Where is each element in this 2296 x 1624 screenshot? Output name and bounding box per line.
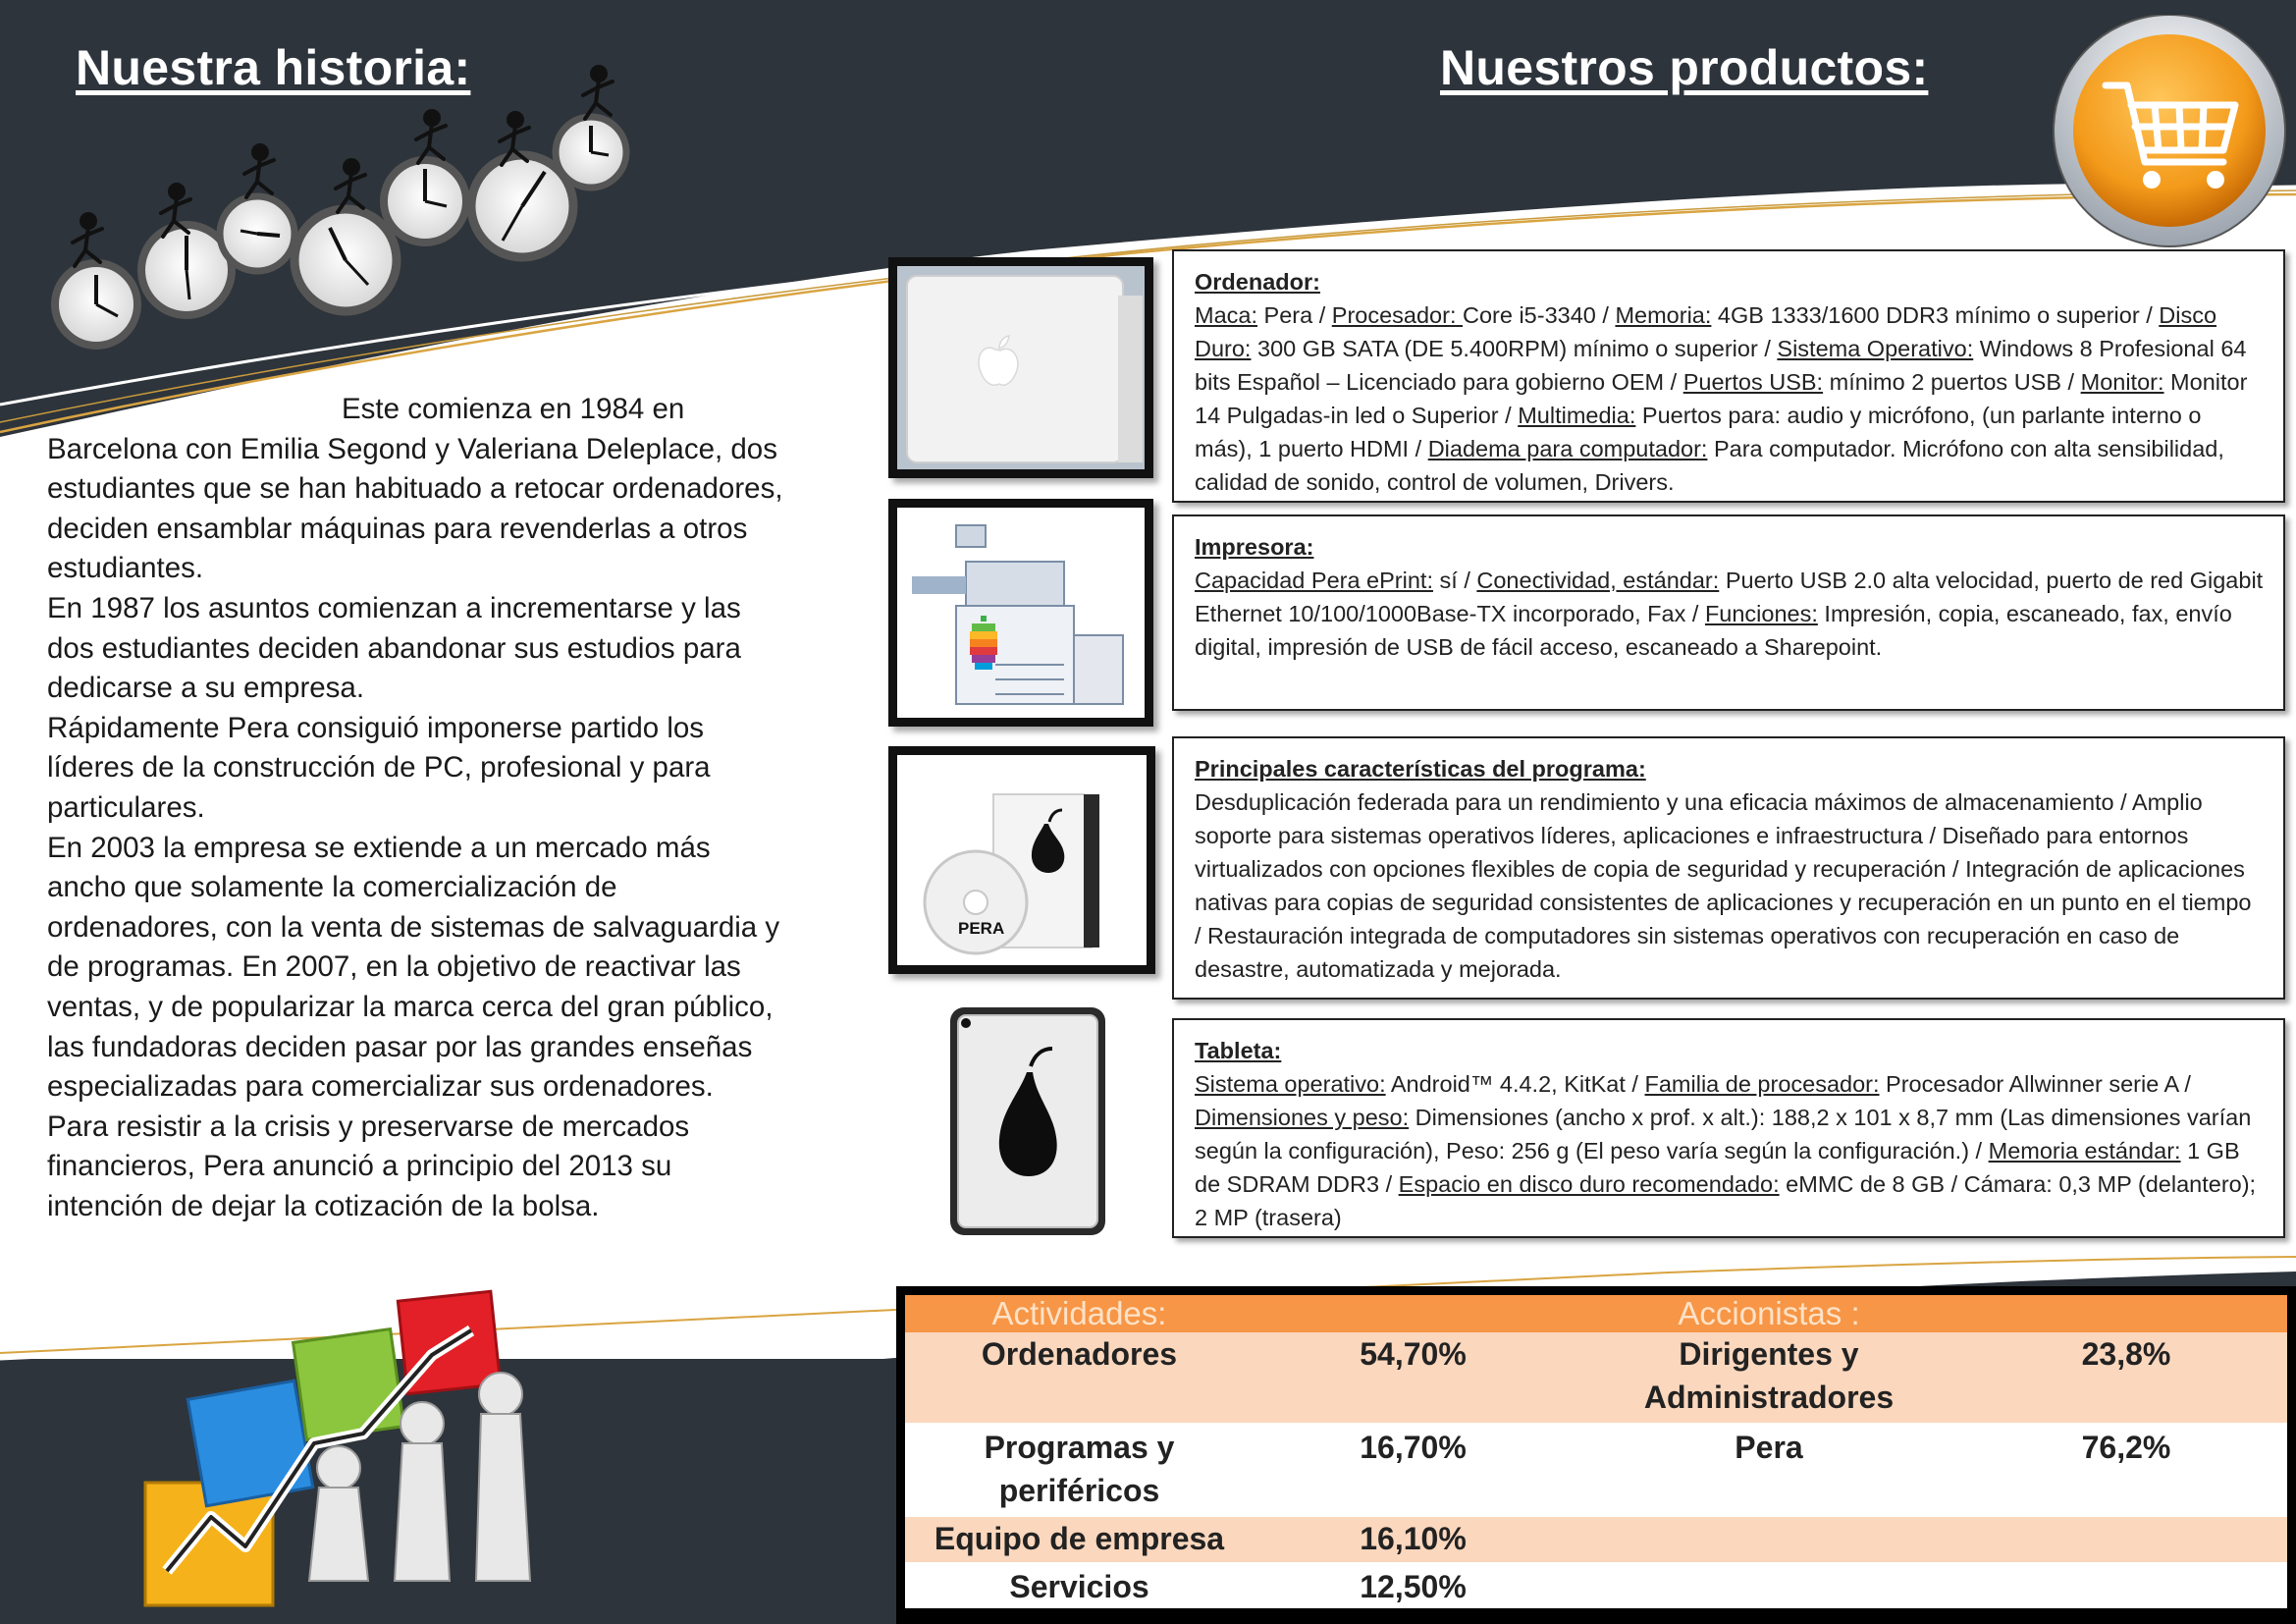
table-row — [905, 1515, 2287, 1563]
history-heading: Nuestra historia: — [76, 40, 471, 95]
product-specs — [1195, 564, 2264, 664]
software-box-image — [897, 755, 1147, 965]
spec-value: Procesador Allwinner serie A / — [1879, 1071, 2191, 1097]
spec-key: Dimensiones y peso: — [1195, 1105, 1410, 1130]
product-box-ordenador — [1172, 249, 2285, 503]
activity-pct-cell: 16,70% — [1254, 1424, 1573, 1515]
table-row — [905, 1424, 2287, 1515]
history-paragraph: Este comienza en 1984 en Barcelona con Emilia Segond y Valeriana Deleplace, dos estudiantes que se han habituado a retocar ordenadores, deciden ensamblar máquinas para revenderlas a otros estudiantes. — [47, 393, 783, 585]
laptop-image — [897, 266, 1145, 469]
activity-pct-cell: 16,10% — [1254, 1515, 1573, 1563]
product-specs: Desduplicación federada para un rendimiento y una eficacia máximos de almacenamiento / Amplio soporte para sistemas operativos líderes, aplicaciones e infraestructura / Diseñado para entornos virtualizados con opciones flexibles de copia de seguridad y recuperación / Integración de aplicaciones nativas para copias de seguridad consistentes de aplicaciones y recuperación en un punto en el tiempo / Restauración integrada de computadores sin sistemas operativos con recuperación en caso de desastre, automatizada y mejorada. — [1195, 789, 2252, 982]
activity-cell: Programas y periféricos — [905, 1424, 1254, 1515]
spec-value: 4GB 1333/1600 DDR3 mínimo o superior / — [1711, 302, 2160, 328]
spec-key: Sistema Operativo: — [1777, 336, 1974, 361]
activity-cell: Servicios — [905, 1563, 1254, 1608]
spec-key: Familia de procesador: — [1644, 1071, 1880, 1097]
spec-key: Espacio en disco duro recomendado: — [1398, 1171, 1780, 1197]
table-row — [905, 1563, 2287, 1608]
spec-value: Pera / — [1257, 302, 1332, 328]
share-cell — [1965, 1515, 2287, 1563]
spec-value: Puertos para: audio y micrófono, (un parlante interno o más), 1 puerto HDMI / — [1195, 403, 2202, 461]
table-row — [905, 1332, 2287, 1424]
clock-icon — [55, 263, 137, 346]
spec-value: mínimo 2 puertos USB / — [1823, 369, 2081, 395]
product-box-programa — [1172, 736, 2285, 1000]
spec-key: Multimedia: — [1518, 403, 1636, 428]
product-box-tableta — [1172, 1018, 2285, 1238]
shopping-cart-icon — [2047, 15, 2292, 250]
teamwork-cubes-illustration — [137, 1286, 589, 1610]
history-paragraph: En 2003 la empresa se extiende a un mercado más ancho que solamente la comercialización de ordenadores, con la venta de sistemas de salvaguardia y de programas. En 2007, en la objetivo de reactivar las ventas, y de popularizar la marca cerca del gran público, las fundadoras deciden pasar por las grandes enseñas especializadas para comercializar sus ordenadores. — [47, 831, 780, 1104]
history-paragraph: Para resistir a la crisis y preservarse de mercados financieros, Pera anunció a principio del 2013 su intención de dejar la cotización de la bolsa. — [47, 1110, 690, 1222]
product-title: Tableta: — [1195, 1038, 1282, 1063]
holder-cell — [1573, 1563, 1965, 1608]
spec-value: Puerto USB 2.0 alta velocidad, puerto de red Gigabit Ethernet 10/100/1000Base-TX incorporado, Fax / — [1195, 568, 2264, 626]
spec-key: Funciones: — [1704, 601, 1818, 626]
spec-value: Monitor 14 Pulgadas-in led o Superior / — [1195, 369, 2248, 428]
spec-value: Core i5-3340 / — [1463, 302, 1616, 328]
clock-icon — [220, 196, 294, 271]
activity-cell: Ordenadores — [905, 1332, 1254, 1424]
clock-icon — [556, 117, 626, 188]
product-box-impresora — [1172, 514, 2285, 711]
history-paragraph: Rápidamente Pera consiguió imponerse partido los líderes de la construcción de PC, profesional y para particulares. — [47, 711, 711, 824]
spec-key: Capacidad Pera ePrint: — [1195, 568, 1433, 593]
products-heading: Nuestros productos: — [1440, 40, 1929, 95]
spec-key: Sistema operativo: — [1195, 1071, 1386, 1097]
spec-key: Memoria estándar: — [1988, 1138, 2181, 1164]
product-specs — [1195, 298, 2264, 499]
spec-key: Memoria: — [1615, 302, 1712, 328]
share-cell: 76,2% — [1965, 1424, 2287, 1515]
printer-image — [897, 508, 1145, 718]
spec-key: Conectividad, estándar: — [1476, 568, 1720, 593]
spec-value: Impresión, copia, escaneado, fax, envío digital, impresión de USB de fácil acceso, escaneado a Sharepoint. — [1195, 601, 2232, 660]
spec-key: Puertos USB: — [1682, 369, 1824, 395]
laptop-photo-frame — [888, 257, 1153, 478]
spec-value: Para computador. Micrófono con alta sensibilidad, calidad de sonido, control de volumen, Drivers. — [1195, 436, 2224, 495]
table-header-row — [905, 1295, 2287, 1332]
share-cell — [1965, 1563, 2287, 1608]
spec-value: eMMC de 8 GB / Cámara: 0,3 MP (delantero); 2 MP (trasera) — [1195, 1171, 2257, 1230]
printer-photo-frame — [888, 499, 1153, 727]
spec-value: Android™ 4.4.2, KitKat / — [1385, 1071, 1645, 1097]
holder-cell: Pera — [1573, 1424, 1965, 1515]
product-title: Impresora: — [1195, 534, 1314, 560]
spec-value: 1 GB de SDRAM DDR3 / — [1195, 1138, 2240, 1197]
spec-key: Diadema para computador: — [1427, 436, 1708, 461]
spec-value: sí / — [1432, 568, 1477, 593]
spec-value: Dimensiones (ancho x prof. x alt.): 188,2 x 101 x 8,7 mm (Las dimensiones varían según la configuración), Peso: 256 g (El peso varía según la configuración.) / — [1195, 1105, 2252, 1164]
history-text — [47, 390, 783, 1226]
spec-key: Maca: — [1195, 302, 1257, 328]
activities-header: Actividades: — [905, 1295, 1254, 1332]
activities-shareholders-table — [896, 1286, 2296, 1624]
spec-key: Disco Duro: — [1195, 302, 2217, 361]
share-cell: 23,8% — [1965, 1332, 2287, 1424]
activity-pct-cell: 12,50% — [1254, 1563, 1573, 1608]
spec-value: Windows 8 Profesional 64 bits Español – Licenciado para gobierno OEM / — [1195, 336, 2247, 395]
clock-icon — [294, 209, 397, 311]
software-photo-frame — [888, 746, 1155, 974]
history-paragraph: En 1987 los asuntos comienzan a incrementarse y las dos estudiantes deciden abandonar sus estudios para dedicarse a su empresa. — [47, 591, 741, 705]
spec-value: 300 GB SATA (DE 5.400RPM) mínimo o superior / — [1251, 336, 1778, 361]
running-clocks-illustration — [39, 59, 648, 363]
shareholders-header: Accionistas : — [1573, 1295, 1965, 1332]
activity-pct-cell: 54,70% — [1254, 1332, 1573, 1424]
clock-icon — [384, 160, 466, 243]
holder-cell: Dirigentes y Administradores — [1573, 1332, 1965, 1424]
disc-label: PERA — [958, 919, 1005, 938]
rainbow-apple-logo-icon — [970, 616, 997, 670]
spec-key: Procesador: — [1331, 302, 1463, 328]
activity-cell: Equipo de empresa — [905, 1515, 1254, 1563]
tablet-image — [946, 1003, 1109, 1239]
product-specs — [1195, 1067, 2264, 1234]
spec-key: Monitor: — [2080, 369, 2164, 395]
product-title: Principales características del programa: — [1195, 756, 1646, 782]
product-title: Ordenador: — [1195, 269, 1320, 295]
holder-cell — [1573, 1515, 1965, 1563]
